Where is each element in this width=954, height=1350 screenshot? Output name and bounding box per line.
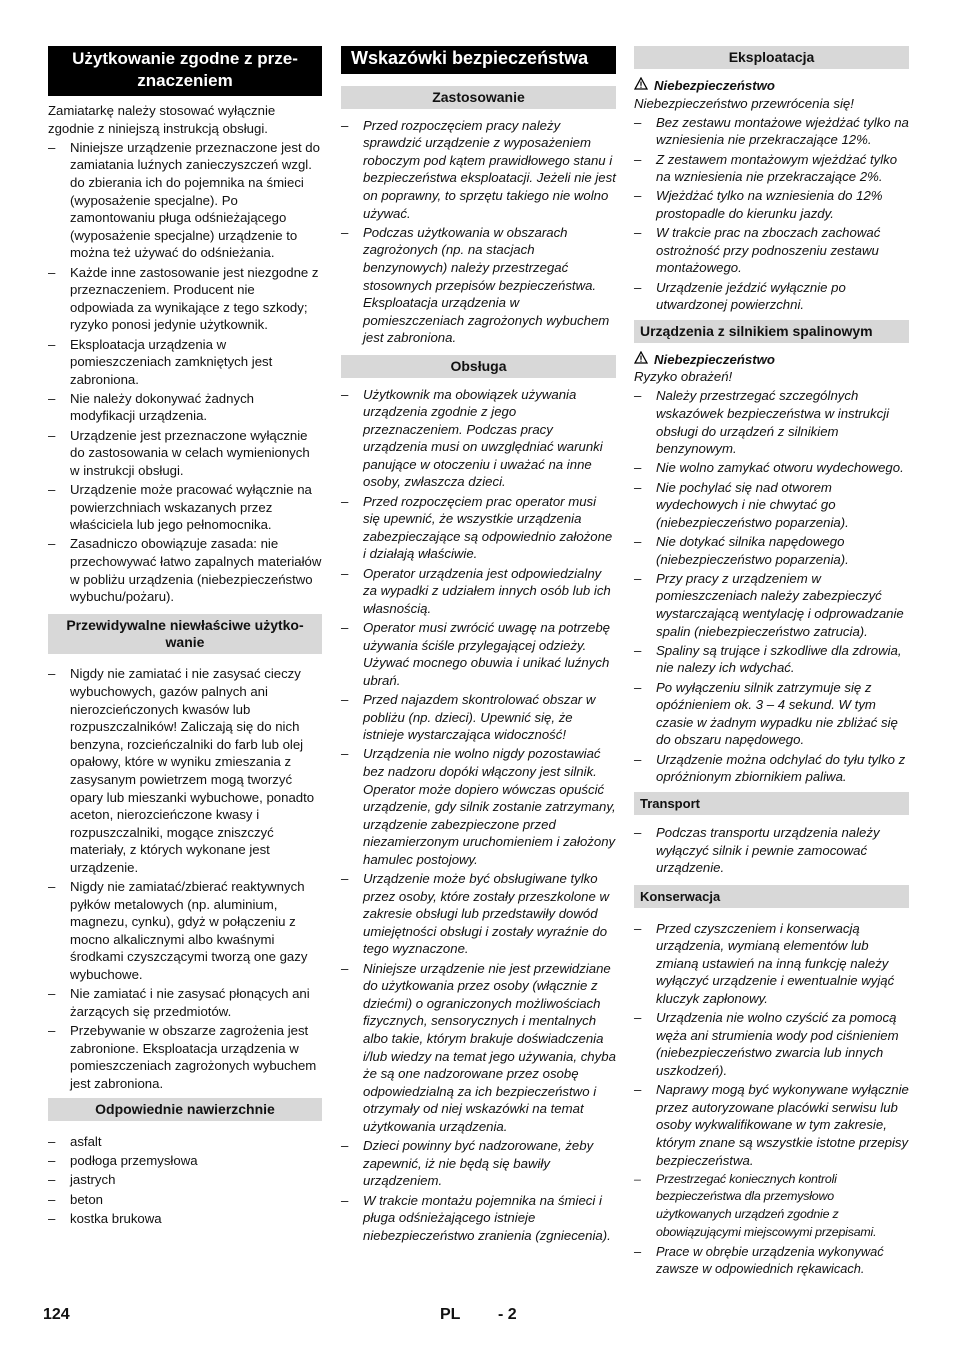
list-item: – Bez zestawu montażowe wjeżdżać tylko na wzniesienia nie przekraczające 12%.	[634, 114, 909, 149]
column-3	[634, 46, 909, 1278]
intended-use-list	[48, 139, 322, 606]
subsection-title-operation: Obsługa	[341, 355, 616, 378]
warning-triangle-icon	[634, 351, 648, 369]
danger-heading	[634, 77, 909, 95]
sub-page: - 2	[498, 1306, 517, 1323]
list-item: – Przed czyszczeniem i konserwacją urządzenia, wymianą elementów lub zmianą ustawień na inną funkcję należy wyłączyć urządzenie i ewentualnie wyjąć kluczyk zapłonowy.	[634, 920, 909, 1008]
list-item: – Wjeżdżać tylko na wzniesienia do 12% prostopadle do kierunku jazdy.	[634, 187, 909, 222]
subsection-title-exploitation: Eksploatacja	[634, 46, 909, 69]
list-item: – Operator urządzenia jest odpowiedzialny za wypadki z udziałem innych osób lub ich własnością.	[341, 565, 616, 618]
transport-list	[634, 824, 909, 877]
list-item: – Przed rozpoczęciem pracy należy sprawdzić urządzenie z wyposażeniem roboczym pod kątem prawidłowego stanu i bezpieczeństwa eksploatacji. Jeżeli nie jest on poprawny, to sprzętu takiego nie wolno używać.	[341, 117, 616, 223]
operation-list	[341, 386, 616, 1245]
list-item: – Dzieci powinny być nadzorowane, żeby zapewnić, iż nie będą się bawiły urządzeniem.	[341, 1137, 616, 1190]
list-item: – Urządzenia nie wolno czyścić za pomocą węża ani strumienia wody pod ciśnieniem (niebezpieczeństwo zwarcia lub innych uszkodzeń).	[634, 1009, 909, 1079]
list-item: – Każde inne zastosowanie jest niezgodne z przeznaczeniem. Producent nie odpowiada za wynikające z tego szkody; ryzyko ponosi jedynie użytkownik.	[48, 264, 322, 334]
list-item: – Nie dotykać silnika napędowego (niebezpieczeństwo poparzenia).	[634, 533, 909, 568]
list-item: – Podczas użytkowania w obszarach zagrożonych (np. na stacjach benzynowych) należy przestrzegać stosownych przepisów bezpieczeństwa. Eksploatacja urządzenia w pomieszczeniach zagrożonych wybuchem jest zabroniona.	[341, 224, 616, 347]
list-item: – Przebywanie w obszarze zagrożenia jest zabronione. Eksploatacja urządzenia w pomieszczeniach zagrożonych wybuchem jest zabroniona.	[48, 1022, 322, 1092]
subsection-title-surfaces: Odpowiednie nawierzchnie	[48, 1098, 322, 1121]
section-title-safety: Wskazówki bezpieczeństwa	[341, 46, 616, 74]
list-item: – Urządzenie jeździć wyłącznie po utwardzonej powierzchni.	[634, 279, 909, 314]
danger-label: Niebezpieczeństwo	[654, 78, 775, 93]
list-item: – Spaliny są trujące i szkodliwe dla zdrowia, nie nalezy ich wdychać.	[634, 642, 909, 677]
list-item: – Zasadniczo obowiązuje zasada: nie przechowywać łatwo zapalnych materiałów w pobliżu urządzenia (niebezpieczeństwo wybuchu/pożaru).	[48, 535, 322, 605]
subsection-title-maintenance: Konserwacja	[634, 885, 909, 908]
subsection-title-combustion-engine: Urządzenia z silnikiem spalinowym	[634, 320, 909, 343]
list-item: – W trakcie prac na zboczach zachować ostrożność przy podnoszeniu zestawu montażowego.	[634, 224, 909, 277]
list-item: – Użytkownik ma obowiązek używania urządzenia zgodnie z jego przeznaczeniem. Podczas pracy urządzenia musi on uwzględniać warunki panujące w otoczeniu i uważać na inne osoby, zwłaszcza dzieci.	[341, 386, 616, 492]
list-item: – beton	[48, 1191, 322, 1209]
engine-list	[634, 387, 909, 785]
maintenance-list	[634, 920, 909, 1278]
list-item: – Prace w obrębie urządzenia wykonywać zawsze w odpowiednich rękawicach.	[634, 1243, 909, 1278]
list-item: – Niniejsze urządzenie nie jest przewidziane do użytkowania przez osoby (włącznie z dziećmi) o ograniczonych możliwościach fizycznych, sensorycznych i mentalnych albo takie, którym brakuje doświadczenia i/lub wiedzy na temat jego używania, chyba że są one nadzorowane przez osobę odpowiedzialną za ich bezpieczeństwo i otrzymały od niej wskazówki na temat użytkowania urządzenia.	[341, 960, 616, 1136]
danger-label: Niebezpieczeństwo	[654, 351, 775, 367]
list-item: – Z zestawem montażowym wjeżdżać tylko na wzniesienia nie przekraczające 2%.	[634, 151, 909, 186]
subsection-title-transport: Transport	[634, 792, 909, 815]
list-item: – Przy pracy z urządzeniem w pomieszczeniach należy zabezpieczyć wystarczającą wentylację i odprowadzanie spalin (niebezpieczeństwo zatrucia).	[634, 570, 909, 640]
list-item: – Naprawy mogą być wykonywane wyłącznie przez autoryzowane placówki serwisu lub osoby wykwalifikowane w tym zakresie, którym znane są wszystkie istotne przepisy bezpieczeństwa.	[634, 1081, 909, 1169]
list-item: – Urządzenia nie wolno nigdy pozostawiać bez nadzoru dopóki włączony jest silnik. Operator może dopiero wówczas opuścić urządzenie, gdy silnik zostanie zatrzymany, urządzenie zabezpieczone przed niezamierzonym uruchomieniem i założony hamulec postojowy.	[341, 745, 616, 868]
list-item: – Nigdy nie zamiatać i nie zasysać cieczy wybuchowych, gazów palnych ani nierozcieńczonych kwasów lub rozpuszczalników! Zaliczają się do nich benzyna, rozcieńczalniki do farb lub olej opałowy, które w wyniku zmieszania z zasysanym powietrzem mogą tworzyć opary lub mieszanki wybuchowe, ponadto aceton, nierozcieńczone kwasy i rozpuszczalniki, mogące zniszczyć materiały, z których wykonane jest urządzenie.	[48, 665, 322, 876]
list-item: – Urządzenie można odchylać do tyłu tylko z opróżnionym zbiornikiem paliwa.	[634, 751, 909, 786]
list-item: – Przestrzegać koniecznych kontroli bezpieczeństwa dla przemysłowo użytkowanych urządzeń zgodnie z obowiązującymi miejscowymi przepisami.	[634, 1171, 909, 1241]
list-item: – jastrych	[48, 1171, 322, 1189]
list-item: – asfalt	[48, 1133, 322, 1151]
list-item: – Należy przestrzegać szczególnych wskazówek bezpieczeństwa w instrukcji obsługi do urządzeń z silnikiem benzynowym.	[634, 387, 909, 457]
list-item: – Urządzenie może być obsługiwane tylko przez osoby, które zostały przeszkolone w zakresie obsługi lub przedstawiły dowód umiejętności obsługi i zostały wyraźnie do tego wyznaczone.	[341, 870, 616, 958]
list-item: – Podczas transportu urządzenia należy wyłączyć silnik i pewnie zamocować urządzenie.	[634, 824, 909, 877]
danger-heading	[634, 351, 909, 369]
list-item: – podłoga przemysłowa	[48, 1152, 322, 1170]
list-item: – Przed najazdem skontrolować obszar w pobliżu (np. dzieci). Upewnić się, że istnieje wystarczająca widoczność!	[341, 691, 616, 744]
list-item: – Nie zamiatać i nie zasysać płonących ani żarzących się przedmiotów.	[48, 985, 322, 1020]
column-1	[48, 46, 322, 1227]
list-item: – kostka brukowa	[48, 1210, 322, 1228]
list-item: – Nie należy dokonywać żadnych modyfikacji urządzenia.	[48, 390, 322, 425]
list-item: – Urządzenie może pracować wyłącznie na powierzchniach wskazanych przez właściciela lub jego pełnomocnika.	[48, 481, 322, 534]
intro-text: Zamiatarkę należy stosować wyłącznie zgodnie z niniejszą instrukcją obsługi.	[48, 103, 276, 136]
list-item: – Niniejsze urządzenie przeznaczone jest do zamiatania luźnych zanieczyszczeń wzgl. do zbierania ich do pojemnika na śmieci (wyposażenie specjalne). Po zamontowaniu pługa odśnieżającego (wyposażenie specjalne) urządzenie to można też używać do odśnieżania.	[48, 139, 322, 262]
risk-text: Niebezpieczeństwo przewrócenia się!	[634, 95, 854, 111]
page-number: 124	[43, 1306, 70, 1323]
list-item: – Nie wolno zamykać otworu wydechowego.	[634, 459, 909, 477]
list-item: – Po wyłączeniu silnik zatrzymuje się z opóźnieniem ok. 3 – 4 sekund. W tym czasie w żadnym wypadku nie zbliżać się do obszaru napędowego.	[634, 679, 909, 749]
list-item: – Urządzenie jest przeznaczone wyłącznie do zastosowania w celach wymienionych w instrukcji obsługi.	[48, 427, 322, 480]
surfaces-list	[48, 1133, 322, 1227]
list-item: – Operator musi zwrócić uwagę na potrzebę używania ściśle przylegającej odzieży. Używać mocnego obuwia i unikać luźnych ubrań.	[341, 619, 616, 689]
misuse-list	[48, 665, 322, 1092]
list-item: – Nie pochylać się nad otworem wydechowych i nie chwytać go (niebezpieczeństwo poparzenia).	[634, 479, 909, 532]
subsection-title-use: Zastosowanie	[341, 86, 616, 109]
exploitation-list	[634, 114, 909, 314]
column-2	[341, 46, 616, 1244]
language-code: PL	[440, 1306, 461, 1323]
use-list	[341, 117, 616, 347]
warning-triangle-icon	[634, 77, 648, 95]
section-title-intended-use: Użytkowanie zgodne z prze- znaczeniem	[48, 46, 322, 96]
subsection-title-misuse: Przewidywalne niewłaściwe użytko- wanie	[48, 614, 322, 654]
risk-text: Ryzyko obrażeń!	[634, 369, 733, 385]
list-item: – Nigdy nie zamiatać/zbierać reaktywnych pyłków metalowych (np. aluminium, magnezu, cynku), gdyż w połączeniu z mocno alkalicznymi albo kwaśnymi środkami czyszczącymi tworzą one gazy wybuchowe.	[48, 878, 322, 984]
list-item: – W trakcie montażu pojemnika na śmieci i pługa odśnieżającego istnieje niebezpieczeństwo zranienia (zgniecenia).	[341, 1192, 616, 1245]
list-item: – Eksploatacja urządzenia w pomieszczeniach zamkniętych jest zabroniona.	[48, 336, 322, 389]
list-item: – Przed rozpoczęciem prac operator musi się upewnić, że wszystkie urządzenia zabezpieczające są odpowiednio założone i działają właściwie.	[341, 493, 616, 563]
